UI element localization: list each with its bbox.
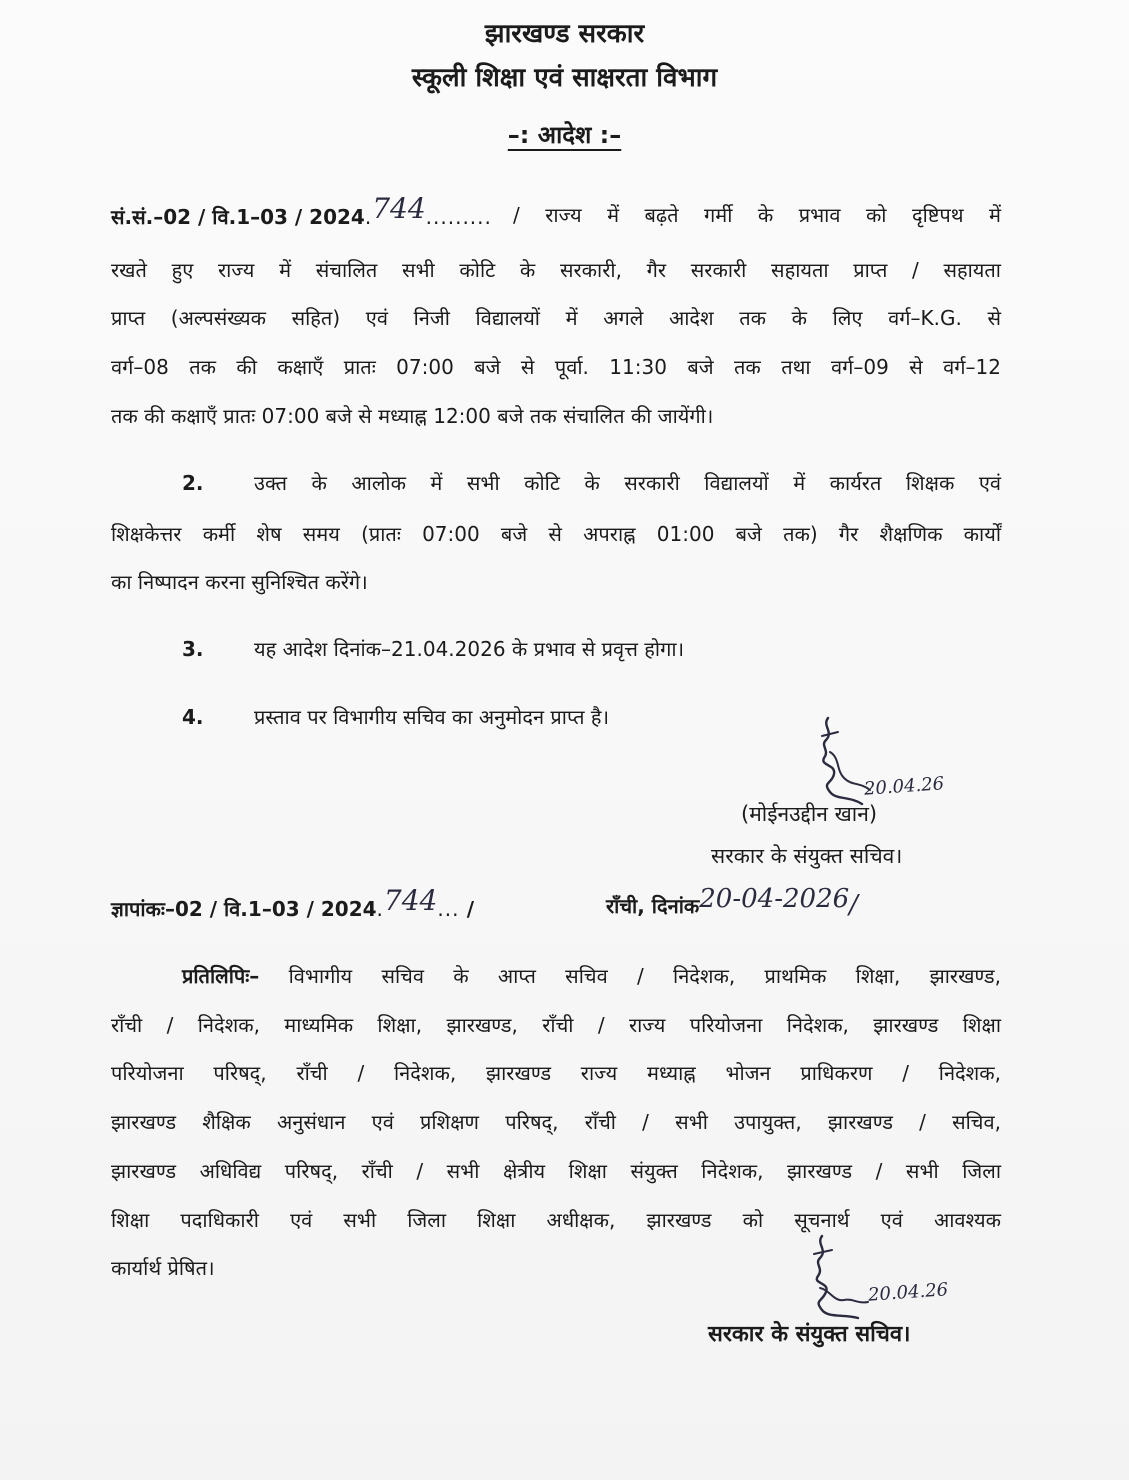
para1-line-2: रखते हुए राज्य में संचालित सभी कोटि के सरकारी, गैर सरकारी सहायता प्राप्त / सहायता [111,258,1001,282]
para2-number: 2. [182,471,204,495]
memo-number: 744 [383,884,438,917]
copy-label: प्रतिलिपिः– [182,964,260,988]
copy-line-5: झारखण्ड अधिविद्य परिषद्, राँची / सभी क्षेत्रीय शिक्षा संयुक्त निदेशक, झारखण्ड / सभी जिला [111,1159,1001,1183]
para1-line-1: / राज्य में बढ़ते गर्मी के प्रभाव को दृष्टिपथ में [513,203,1001,227]
para4-number: 4. [182,705,204,729]
order-heading-text: –: आदेश :– [507,121,622,149]
copy-line-7: कार्यार्थ प्रेषित। [111,1256,215,1280]
memo-place-label: राँची, दिनांक [606,894,700,918]
memo-suffix: / [466,897,475,921]
para1-line-3: प्राप्त (अल्पसंख्यक सहित) एवं निजी विद्यालयों में अगले आदेश तक के लिए वर्ग–K.G. से [111,306,1001,330]
signature-1-date: 20.04.26 [863,773,945,800]
para3-text: यह आदेश दिनांक–21.04.2026 के प्रभाव से प्रवृत्त होगा। [254,637,685,661]
para1-line-5: तक की कक्षाएँ प्रातः 07:00 बजे से मध्याह्न 12:00 बजे तक संचालित की जायेंगी। [111,404,714,428]
copy-line-6: शिक्षा पदाधिकारी एवं सभी जिला शिक्षा अधीक्षक, झारखण्ड को सूचनार्थ एवं आवश्यक [111,1208,1001,1232]
para2-line-1: उक्त के आलोक में सभी कोटि के सरकारी विद्यालयों में कार्यरत शिक्षक एवं [254,471,1001,495]
para4-text: प्रस्ताव पर विभागीय सचिव का अनुमोदन प्राप्त है। [254,705,610,729]
memo-place-date [606,884,858,920]
memo-reference: ज्ञापांकः–02 / वि.1–03 / 2024.744... / [111,884,475,921]
signatory-title-2: सरकार के संयुक्त सचिव। [708,1322,911,1347]
department-title: स्कूली शिक्षा एवं साक्षरता विभाग [411,63,718,93]
government-title: झारखण्ड सरकार [484,19,645,49]
para2-line-2: शिक्षकेत्तर कर्मी शेष समय (प्रातः 07:00 बजे से अपराह्न 01:00 बजे तक) गैर शैक्षणिक कार्यों [111,522,1001,546]
signature-2-scribble [792,1232,882,1332]
order-heading [0,118,1129,151]
signatory-name: (मोईनउद्दीन खान) [741,802,878,826]
para3-number: 3. [182,637,204,661]
memo-date-suffix: / [849,890,858,920]
signatory-title: सरकार के संयुक्त सचिव। [711,844,903,868]
copy-line-4: झारखण्ड शैक्षिक अनुसंधान एवं प्रशिक्षण परिषद्, राँची / सभी उपायुक्त, झारखण्ड / सचिव, [111,1110,1001,1134]
para2-line-3: का निष्पादन करना सुनिश्चित करेंगे। [111,570,368,594]
memo-date: 20-04-2026 [699,884,850,914]
order-reference-prefix: सं.सं.–02 / वि.1–03 / 2024 [111,205,365,229]
signature-2-date: 20.04.26 [867,1279,949,1306]
memo-prefix: ज्ञापांकः–02 / वि.1–03 / 2024 [111,897,377,921]
copy-line-2: राँची / निदेशक, माध्यमिक शिक्षा, झारखण्ड, राँची / राज्य परियोजना निदेशक, झारखण्ड शिक्षा [111,1013,1001,1037]
para1-line-4: वर्ग–08 तक की कक्षाएँ प्रातः 07:00 बजे से पूर्वा. 11:30 बजे तक तथा वर्ग–09 से वर्ग–12 [111,355,1001,379]
order-reference-number: 744 [372,192,426,225]
order-reference-line: सं.सं.–02 / वि.1–03 / 2024.744......... [111,192,492,229]
copy-line-3: परियोजना परिषद्, राँची / निदेशक, झारखण्ड राज्य मध्याह्न भोजन प्राधिकरण / निदेशक, [111,1061,1001,1085]
copy-line-1-text: विभागीय सचिव के आप्त सचिव / निदेशक, प्राथमिक शिक्षा, झारखण्ड, [288,964,1001,988]
copy-line-1 [182,962,1001,989]
